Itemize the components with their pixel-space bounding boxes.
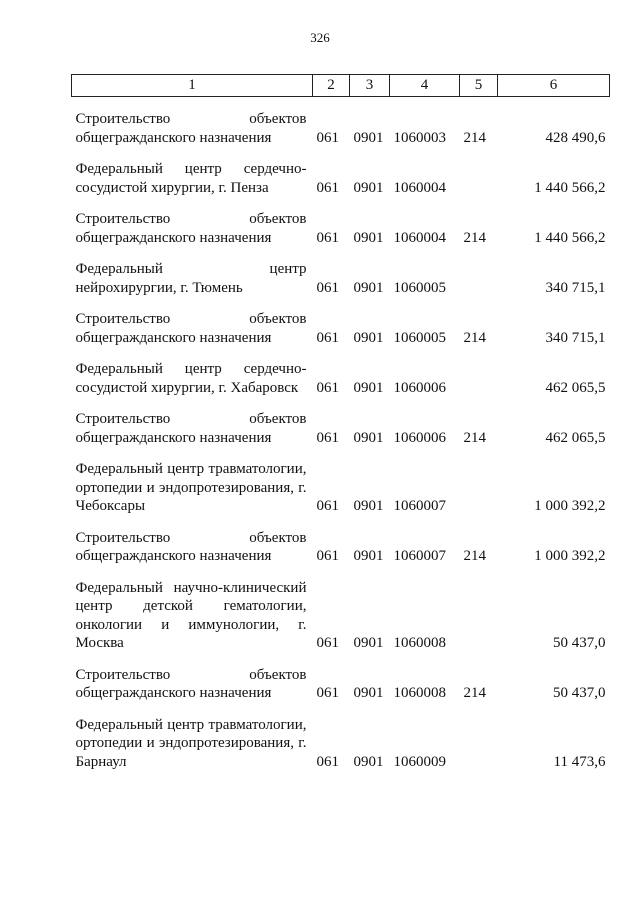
table-row [72, 703, 610, 772]
row-amount: 1 000 392,2 [534, 498, 606, 514]
table-row [72, 347, 610, 397]
header-row [72, 75, 610, 97]
table-row [72, 653, 610, 703]
row-col-5 [460, 447, 498, 516]
row-name: Строительство объектов общегражданского назначения [75, 666, 307, 701]
row-col-2: 061 [316, 548, 339, 564]
table-row [72, 197, 610, 247]
row-col-2: 061 [316, 379, 339, 396]
row-col-4: 1060003 [393, 129, 446, 146]
row-amount: 340 715,1 [545, 329, 606, 346]
row-col-5 [460, 703, 498, 772]
row-col-5: 214 [463, 429, 486, 446]
row-col-2: 061 [316, 329, 339, 346]
row-name: Строительство объектов общегражданского назначения [75, 311, 307, 346]
header-col-4: 4 [390, 75, 460, 97]
header-col-3: 3 [350, 75, 390, 97]
row-col-4: 1060004 [393, 179, 446, 196]
header-col-1: 1 [72, 75, 313, 97]
row-col-3: 0901 [353, 229, 384, 246]
row-col-5: 214 [463, 548, 486, 564]
row-col-4: 1060008 [393, 685, 446, 701]
row-name: Федеральный центр нейрохирургии, г. Тюмень [75, 261, 307, 296]
row-name: Федеральный центр сердечно-сосудистой хирургии, г. Пенза [75, 161, 307, 196]
row-col-4: 1060008 [393, 635, 446, 651]
row-col-2: 061 [316, 129, 339, 146]
row-amount: 1 440 566,2 [534, 179, 606, 196]
row-name: Строительство объектов общегражданского назначения [75, 211, 307, 246]
row-col-5: 214 [463, 329, 486, 346]
table-row [72, 297, 610, 347]
row-col-3: 0901 [353, 635, 384, 651]
row-amount: 1 440 566,2 [534, 229, 606, 246]
page-number: 326 [310, 30, 330, 45]
row-col-4: 1060005 [393, 279, 446, 296]
row-col-3: 0901 [353, 753, 384, 770]
row-name: Федеральный научно-клинический центр детской гематологии, онкологии и иммунологии, г. Москва [75, 579, 307, 651]
header-col-2: 2 [313, 75, 350, 97]
row-col-5 [460, 147, 498, 197]
row-col-4: 1060005 [393, 329, 446, 346]
row-col-2: 061 [316, 179, 339, 196]
row-col-3: 0901 [353, 498, 384, 514]
table-row [72, 516, 610, 566]
row-col-4: 1060009 [393, 753, 446, 770]
row-col-2: 061 [316, 635, 339, 651]
row-col-4: 1060007 [393, 548, 446, 564]
row-col-4: 1060006 [393, 429, 446, 446]
table-row [72, 147, 610, 197]
row-name: Федеральный центр сердечно-сосудистой хирургии, г. Хабаровск [75, 361, 307, 396]
row-amount: 462 065,5 [545, 379, 606, 396]
row-name: Строительство объектов общегражданского назначения [75, 411, 307, 446]
row-col-2: 061 [316, 498, 339, 514]
row-col-5 [460, 247, 498, 297]
row-col-3: 0901 [353, 279, 384, 296]
row-name: Федеральный центр травматологии, ортопедии и эндопротезирования, г. Барнаул [75, 716, 307, 770]
header-col-6: 6 [498, 75, 610, 97]
header-col-5: 5 [460, 75, 498, 97]
table-row [72, 447, 610, 516]
row-name: Федеральный центр травматологии, ортопедии и эндопротезирования, г. Чебоксары [75, 461, 307, 514]
table-row [72, 566, 610, 653]
row-col-4: 1060004 [393, 229, 446, 246]
row-col-2: 061 [316, 279, 339, 296]
row-col-3: 0901 [353, 179, 384, 196]
row-col-2: 061 [316, 229, 339, 246]
row-col-3: 0901 [353, 129, 384, 146]
row-amount: 50 437,0 [553, 685, 606, 701]
row-col-5: 214 [463, 129, 486, 146]
row-name: Строительство объектов общегражданского назначения [75, 529, 307, 564]
row-col-3: 0901 [353, 429, 384, 446]
row-col-5: 214 [463, 685, 486, 701]
table-row [72, 397, 610, 447]
row-col-2: 061 [316, 429, 339, 446]
row-amount: 1 000 392,2 [534, 548, 606, 564]
row-col-2: 061 [316, 753, 339, 770]
row-col-2: 061 [316, 685, 339, 701]
table-body [72, 97, 610, 772]
row-col-3: 0901 [353, 548, 384, 564]
row-amount: 50 437,0 [553, 635, 606, 651]
row-amount: 428 490,6 [545, 129, 606, 146]
row-amount: 462 065,5 [545, 429, 606, 446]
table-row [72, 97, 610, 148]
row-col-5 [460, 347, 498, 397]
row-col-3: 0901 [353, 685, 384, 701]
row-col-4: 1060006 [393, 379, 446, 396]
row-name: Строительство объектов общегражданского назначения [75, 111, 307, 146]
budget-table [71, 74, 610, 771]
row-col-3: 0901 [353, 329, 384, 346]
row-amount: 11 473,6 [553, 753, 606, 770]
row-col-5: 214 [463, 229, 486, 246]
table-row [72, 247, 610, 297]
row-col-5 [460, 566, 498, 653]
row-col-4: 1060007 [393, 498, 446, 514]
row-amount: 340 715,1 [545, 279, 606, 296]
row-col-3: 0901 [353, 379, 384, 396]
